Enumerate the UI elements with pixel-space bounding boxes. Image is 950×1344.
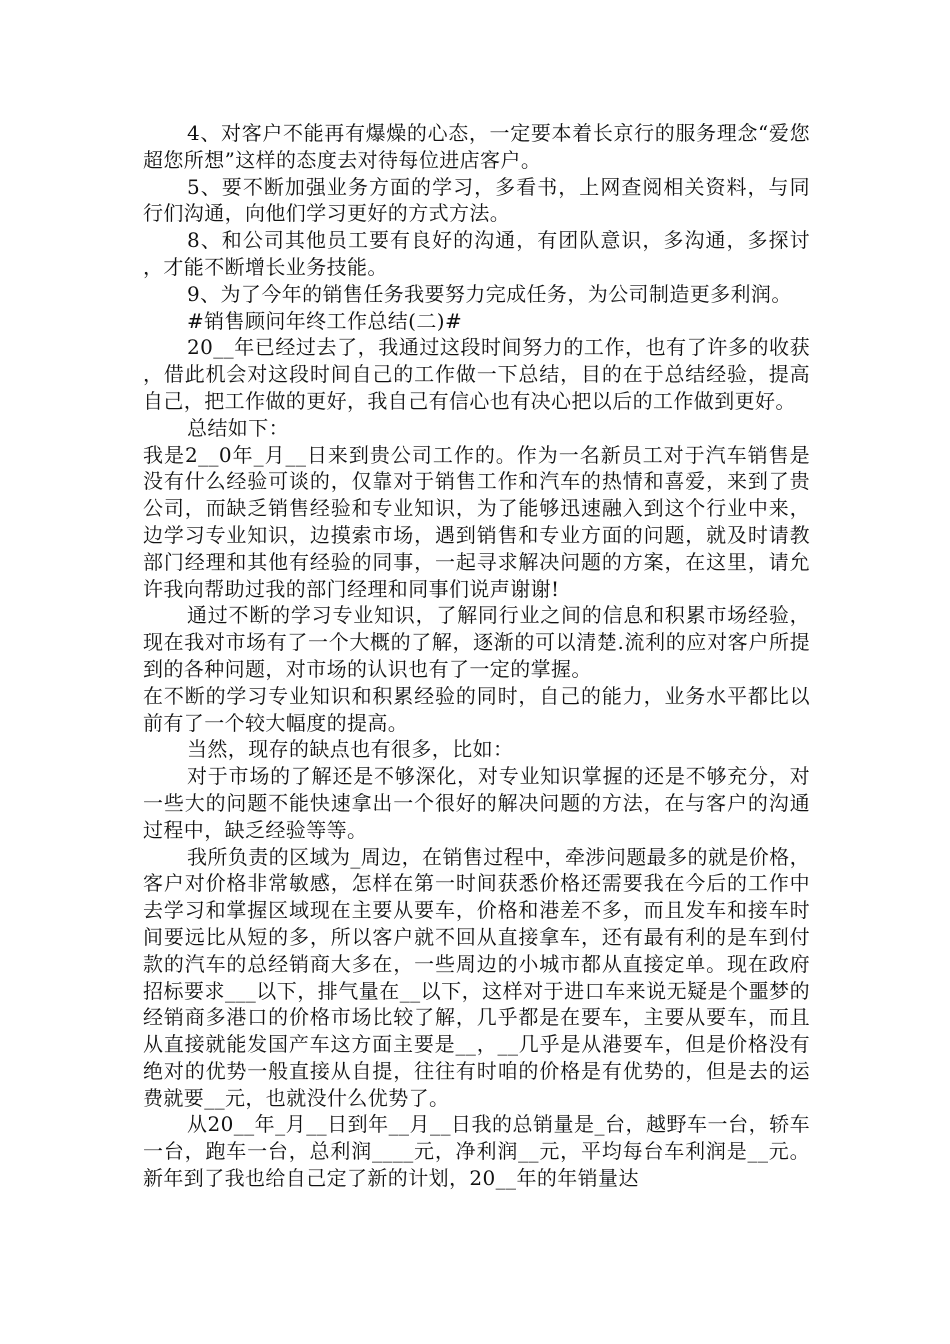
body-paragraph: 当然，现存的缺点也有很多，比如： xyxy=(187,737,514,762)
body-paragraph: 我所负责的区域为_周边，在销售过程中，牵涉问题最多的就是价格，客户对价格非常敏感，怎样在第一时间获悉价格还需要我在今后的工作中去学习和掌握区域现在主要从要车，价格和港差不多，而且发车和接车时间要远比从短的多，所以客户就不回从直接拿车，还有最有利的是车到付款的汽车的总经销商大多在，一些周边的小城市都从直接定单。现在政府招标要求___以下，排气量在__以下，这样对于进口车来说无疑是个噩梦的经销商多港口的价格市场比较了解，几乎都是在要车，主要从要车，而且从直接就能发国产车这方面主要是__，__几乎是从港要车，但是价格没有绝对的优势一般直接从自提，往往有时咱的价格是有优势的，但是去的运费就要__元，也就没什么优势了。 xyxy=(143,844,810,1110)
document-body xyxy=(143,120,810,1192)
body-paragraph: 我是2__0年_月__日来到贵公司工作的。作为一名新员工对于汽车销售是没有什么经验可谈的，仅靠对于销售工作和汽车的热情和喜爱，来到了贵公司，而缺乏销售经验和专业知识，为了能够迅速融入到这个行业中来，边学习专业知识，边摸索市场，遇到销售和专业方面的问题，就及时请教部门经理和其他有经验的同事，一起寻求解决问题的方案，在这里，请允许我向帮助过我的部门经理和同事们说声谢谢! xyxy=(143,442,810,601)
paragraph-item-4: 4、对客户不能再有爆燥的心态，一定要本着长京行的服务理念“爱您超您所想”这样的态度去对待每位进店客户。 xyxy=(143,121,810,172)
body-paragraph: 在不断的学习专业知识和积累经验的同时，自己的能力，业务水平都比以前有了一个较大幅度的提高。 xyxy=(143,683,810,735)
paragraph-item-8: 8、和公司其他员工要有良好的沟通，有团队意识，多沟通，多探讨，才能不断增长业务技能。 xyxy=(143,228,810,279)
body-paragraph: 从20__年_月__日到年__月__日我的总销量是_台，越野车一台，轿车一台，跑车一台，总利润____元，净利润__元，平均每台车利润是__元。新年到了我也给自己定了新的计划，20__年的年销量达 xyxy=(143,1112,810,1191)
intro-paragraph: 20__年已经过去了，我通过这段时间努力的工作，也有了许多的收获，借此机会对这段时间自己的工作做一下总结，目的在于总结经验，提高自己，把工作做的更好，我自己有信心也有决心把以后的工作做到更好。 xyxy=(143,335,810,413)
paragraph-item-9: 9、为了今年的销售任务我要努力完成任务，为公司制造更多利润。 xyxy=(187,281,792,306)
body-paragraph: 对于市场的了解还是不够深化，对专业知识掌握的还是不够充分，对一些大的问题不能快速拿出一个很好的解决问题的方法，在与客户的沟通过程中，缺乏经验等等。 xyxy=(143,764,810,842)
summary-label: 总结如下： xyxy=(187,415,289,440)
body-paragraph: 通过不断的学习专业知识，了解同行业之间的信息和积累市场经验，现在我对市场有了一个大概的了解，逐渐的可以清楚.流利的应对客户所提到的各种问题，对市场的认识也有了一定的掌握。 xyxy=(143,603,810,681)
section-heading: #销售顾问年终工作总结(二)# xyxy=(187,308,463,333)
paragraph-item-5: 5、要不断加强业务方面的学习，多看书，上网查阅相关资料，与同行们沟通，向他们学习更好的方式方法。 xyxy=(143,174,810,226)
